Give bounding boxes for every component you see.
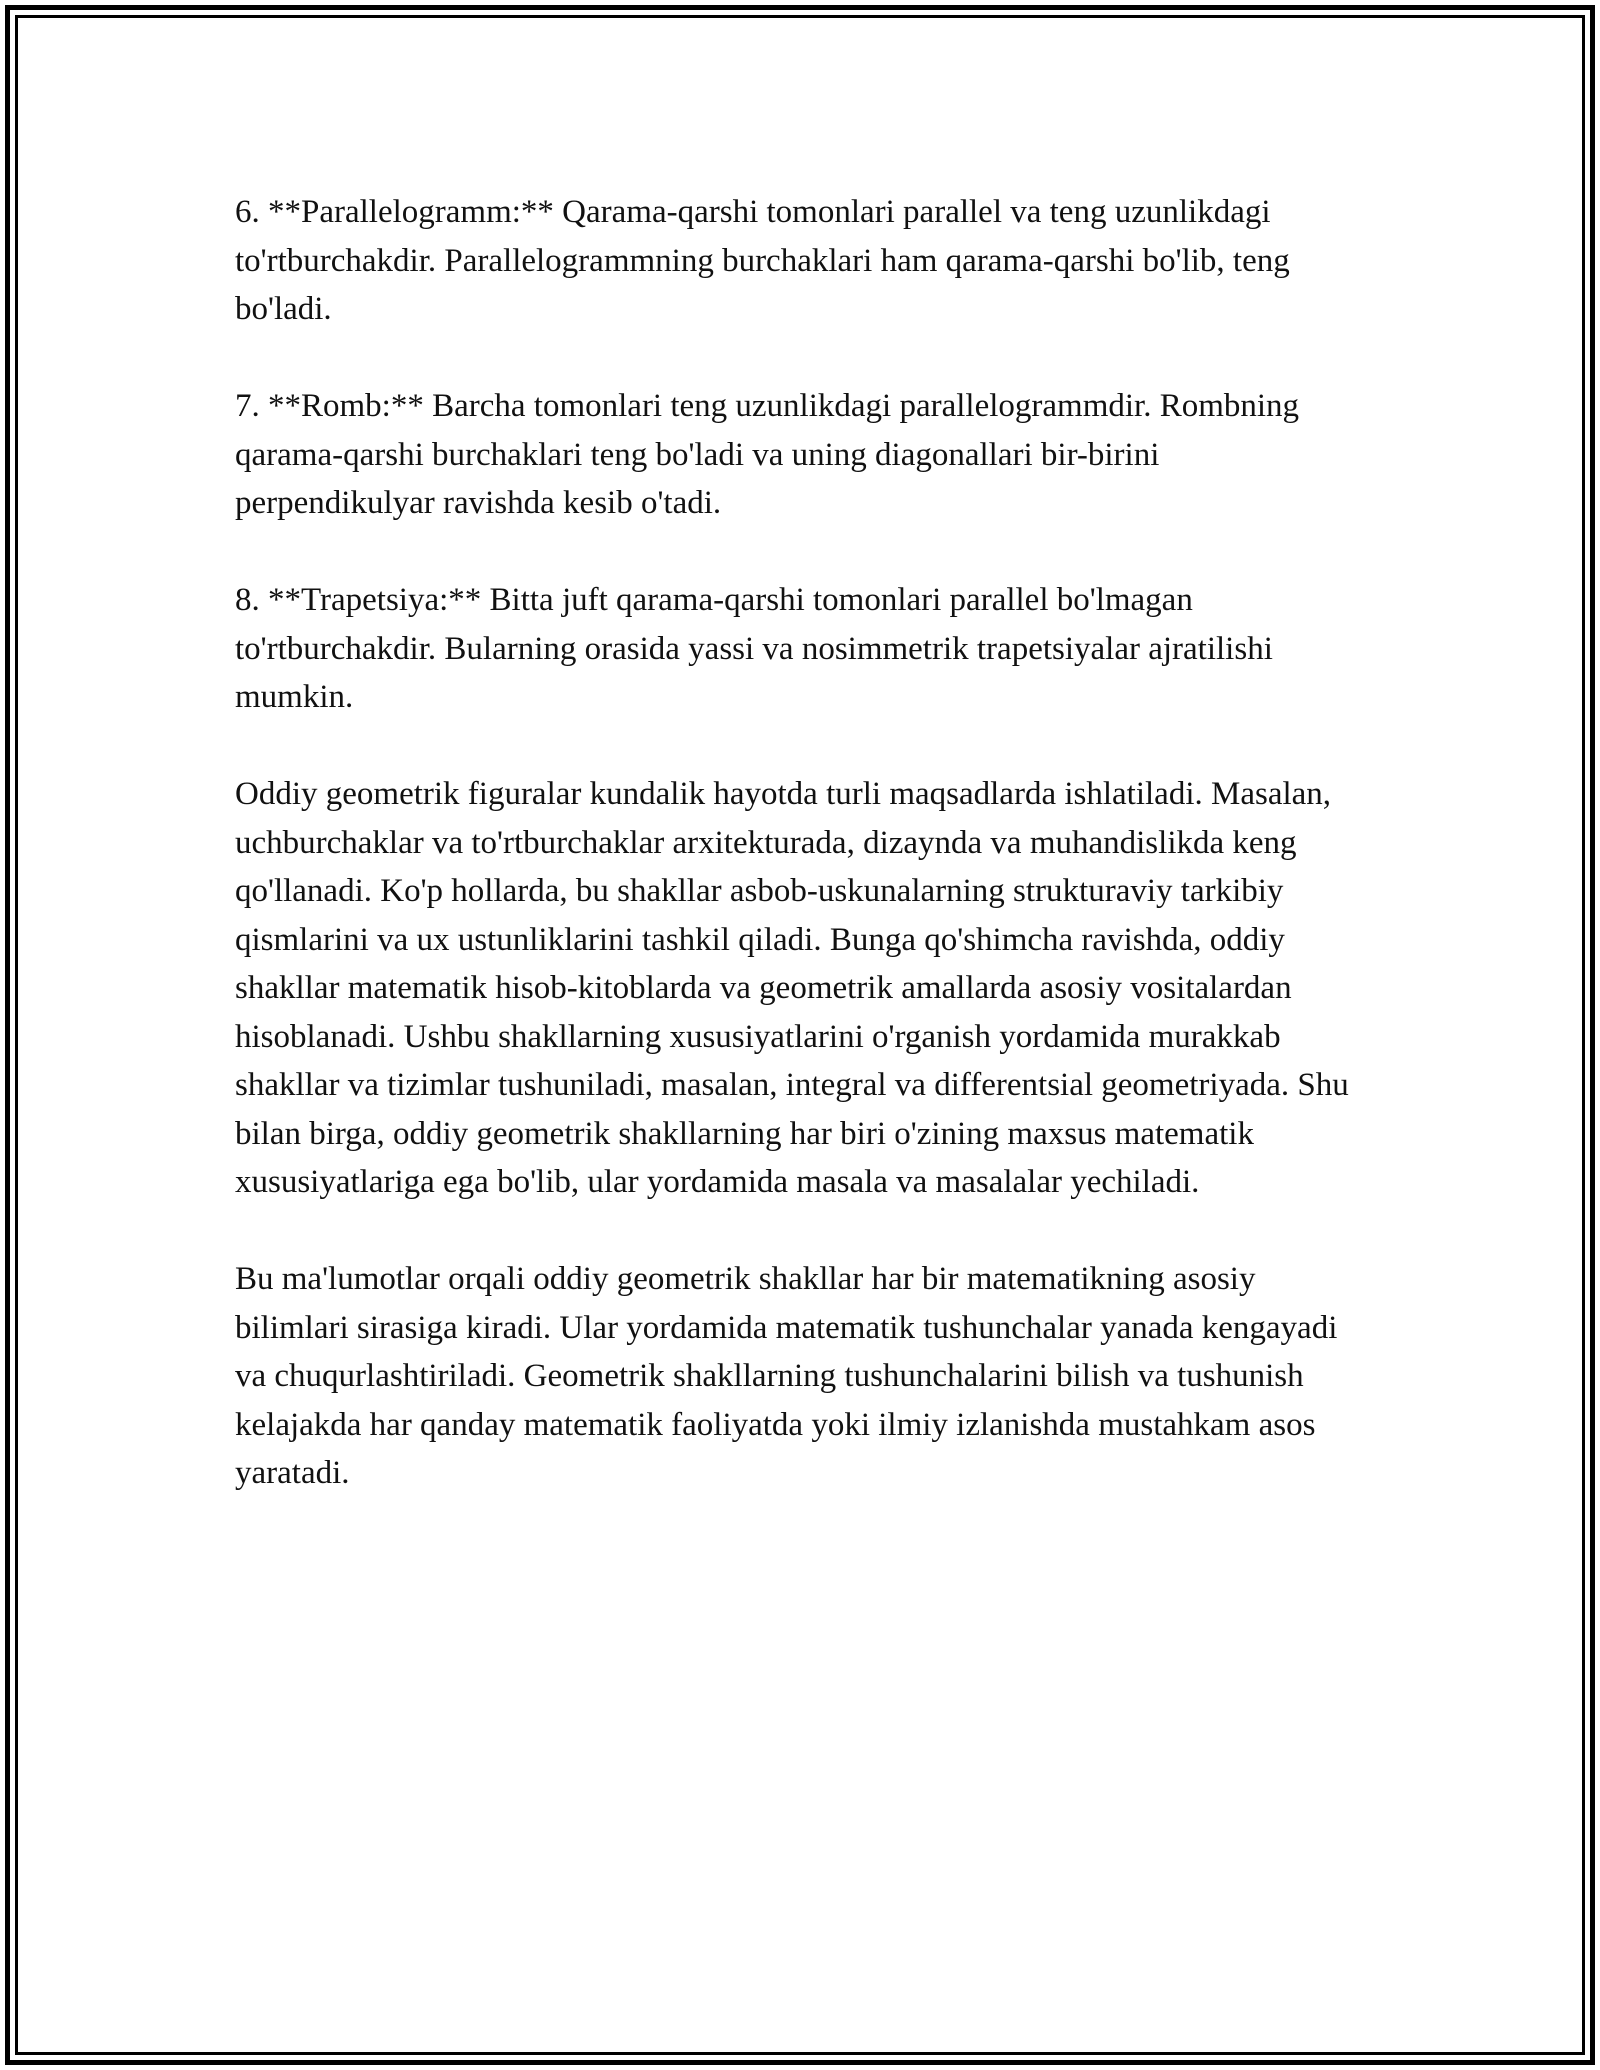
paragraph-usage: Oddiy geometrik figuralar kundalik hayotda turli maqsadlarda ishlatiladi. Masalan, uchburchaklar va to'rtburchaklar arxitekturada, dizaynda va muhandislikda keng qo'llanadi. Ko'p hollarda, bu shakllar asbob-uskunalarning strukturaviy tarkibiy qismlarini va ux ustunliklarini tashkil qiladi. Bunga qo'shimcha ravishda, oddiy shakllar matematik hisob-kitoblarda va geometrik amallarda asosiy vositalardan hisoblanadi. Ushbu shakllarning xususiyatlarini o'rganish yordamida murakkab shakllar va tizimlar tushuniladi, masalan, integral va differentsial geometriyada. Shu bilan birga, oddiy geometrik shakllarning har biri o'zining maxsus matematik xususiyatlariga ega bo'lib, ular yordamida masala va masalalar yechiladi. [235, 776, 1349, 1200]
document-body [235, 188, 1365, 1546]
paragraph-romb: 7. **Romb:** Barcha tomonlari teng uzunlikdagi parallelogrammdir. Rombning qarama-qarshi burchaklari teng bo'ladi va uning diagonallari bir-birini perpendikulyar ravishda kesib o'tadi. [235, 388, 1300, 521]
paragraph-conclusion: Bu ma'lumotlar orqali oddiy geometrik shakllar har bir matematikning asosiy bilimlari sirasiga kiradi. Ular yordamida matematik tushunchalar yanada kengayadi va chuqurlashtiriladi. Geometrik shakllarning tushunchalarini bilish va tushunish kelajakda har qanday matematik faoliyatda yoki ilmiy izlanishda mustahkam asos yaratadi. [235, 1261, 1338, 1491]
paragraph-parallelogramm: 6. **Parallelogramm:** Qarama-qarshi tomonlari parallel va teng uzunlikdagi to'rtburchakdir. Parallelogrammning burchaklari ham qarama-qarshi bo'lib, teng bo'ladi. [235, 194, 1290, 327]
paragraph-trapetsiya: 8. **Trapetsiya:** Bitta juft qarama-qarshi tomonlari parallel bo'lmagan to'rtburchakdir. Bularning orasida yassi va nosimmetrik trapetsiyalar ajratilishi mumkin. [235, 582, 1273, 715]
